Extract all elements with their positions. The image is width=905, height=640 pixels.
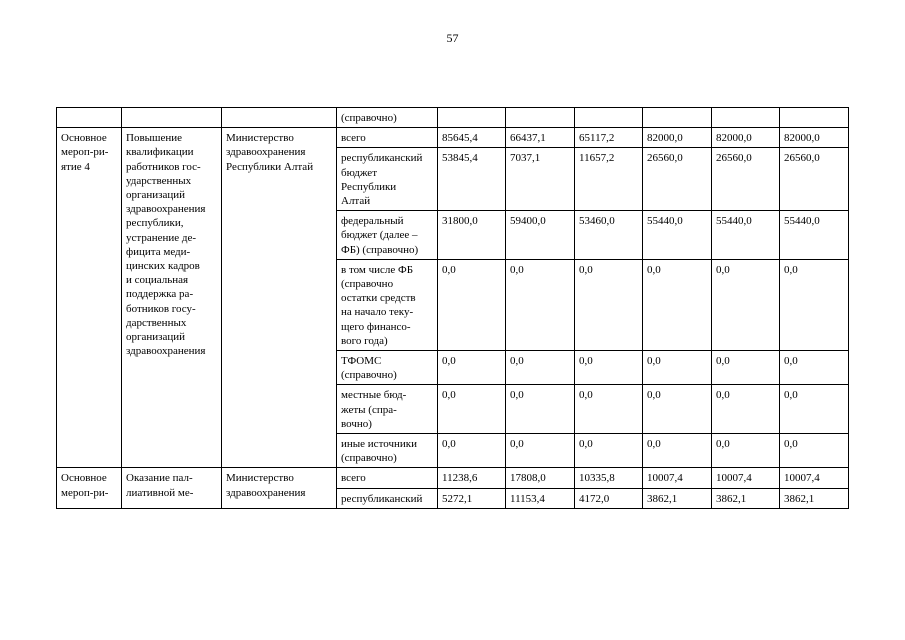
value-cell: 0,0 xyxy=(575,434,643,468)
value-cell: 0,0 xyxy=(506,434,575,468)
value-cell: 0,0 xyxy=(438,259,506,350)
activity-label-cell: Основное мероп-ри- xyxy=(57,468,122,508)
page-number: 57 xyxy=(446,31,459,45)
funding-source-cell: республиканский бюджет Республики Алтай xyxy=(337,148,438,211)
value-cell: 3862,1 xyxy=(712,488,780,508)
funding-source-cell: федеральный бюджет (далее – ФБ) (справочно) xyxy=(337,211,438,260)
activity-label-cell: Основное мероп-ри- ятие 4 xyxy=(57,128,122,468)
value-cell: 55440,0 xyxy=(780,211,849,260)
budget-table xyxy=(56,107,849,509)
funding-source-cell: (справочно) xyxy=(337,108,438,128)
value-cell: 0,0 xyxy=(643,434,712,468)
funding-source-cell: ТФОМС (справочно) xyxy=(337,351,438,385)
value-cell: 0,0 xyxy=(712,434,780,468)
value-cell: 85645,4 xyxy=(438,128,506,148)
funding-source-cell: всего xyxy=(337,128,438,148)
value-cell: 0,0 xyxy=(506,351,575,385)
value-cell: 4172,0 xyxy=(575,488,643,508)
responsible-executor-cell: Министерство здравоохранения xyxy=(222,468,337,508)
value-cell: 53845,4 xyxy=(438,148,506,211)
value-cell: 0,0 xyxy=(712,385,780,434)
value-cell: 10335,8 xyxy=(575,468,643,488)
value-cell: 0,0 xyxy=(575,259,643,350)
value-cell: 82000,0 xyxy=(712,128,780,148)
value-cell: 10007,4 xyxy=(643,468,712,488)
responsible-executor-cell: Министерство здравоохранения Республики Алтай xyxy=(222,128,337,468)
value-cell: 0,0 xyxy=(643,351,712,385)
value-cell: 82000,0 xyxy=(780,128,849,148)
funding-source-cell: в том числе ФБ (справочно остатки средств на начало теку- щего финансо- вого года) xyxy=(337,259,438,350)
value-cell: 0,0 xyxy=(506,259,575,350)
value-cell: 0,0 xyxy=(575,385,643,434)
value-cell: 0,0 xyxy=(643,259,712,350)
value-cell: 59400,0 xyxy=(506,211,575,260)
table-row xyxy=(57,468,849,488)
value-cell: 3862,1 xyxy=(780,488,849,508)
value-cell: 0,0 xyxy=(438,351,506,385)
value-cell: 55440,0 xyxy=(712,211,780,260)
value-cell: 31800,0 xyxy=(438,211,506,260)
value-cell: 10007,4 xyxy=(712,468,780,488)
activity-description-cell: Повышение квалификации работников гос- ударственных организаций здравоохранения республики, устранение де- фицита меди- цинских кадров и социальная поддержка ра- ботников госу- дарственных организаций здравоохранения xyxy=(122,128,222,468)
value-cell: 11153,4 xyxy=(506,488,575,508)
value-cell: 53460,0 xyxy=(575,211,643,260)
value-cell: 0,0 xyxy=(506,385,575,434)
value-cell: 0,0 xyxy=(575,351,643,385)
activity-description-cell: Оказание пал- лиативной ме- xyxy=(122,468,222,508)
value-cell: 0,0 xyxy=(780,385,849,434)
value-cell: 55440,0 xyxy=(643,211,712,260)
value-cell: 0,0 xyxy=(438,385,506,434)
value-cell: 65117,2 xyxy=(575,128,643,148)
funding-source-cell: республиканский xyxy=(337,488,438,508)
value-cell: 0,0 xyxy=(643,385,712,434)
value-cell: 26560,0 xyxy=(712,148,780,211)
table-row xyxy=(57,128,849,148)
funding-source-cell: иные источники (справочно) xyxy=(337,434,438,468)
value-cell: 7037,1 xyxy=(506,148,575,211)
value-cell: 66437,1 xyxy=(506,128,575,148)
value-cell: 26560,0 xyxy=(643,148,712,211)
table-row xyxy=(57,108,849,128)
funding-source-cell: местные бюд- жеты (спра- вочно) xyxy=(337,385,438,434)
value-cell: 3862,1 xyxy=(643,488,712,508)
value-cell: 11657,2 xyxy=(575,148,643,211)
value-cell: 26560,0 xyxy=(780,148,849,211)
value-cell: 0,0 xyxy=(712,259,780,350)
value-cell: 0,0 xyxy=(712,351,780,385)
value-cell: 0,0 xyxy=(780,351,849,385)
value-cell: 0,0 xyxy=(438,434,506,468)
value-cell: 11238,6 xyxy=(438,468,506,488)
value-cell: 0,0 xyxy=(780,434,849,468)
value-cell: 82000,0 xyxy=(643,128,712,148)
value-cell: 10007,4 xyxy=(780,468,849,488)
value-cell: 5272,1 xyxy=(438,488,506,508)
value-cell: 0,0 xyxy=(780,259,849,350)
value-cell: 17808,0 xyxy=(506,468,575,488)
funding-source-cell: всего xyxy=(337,468,438,488)
